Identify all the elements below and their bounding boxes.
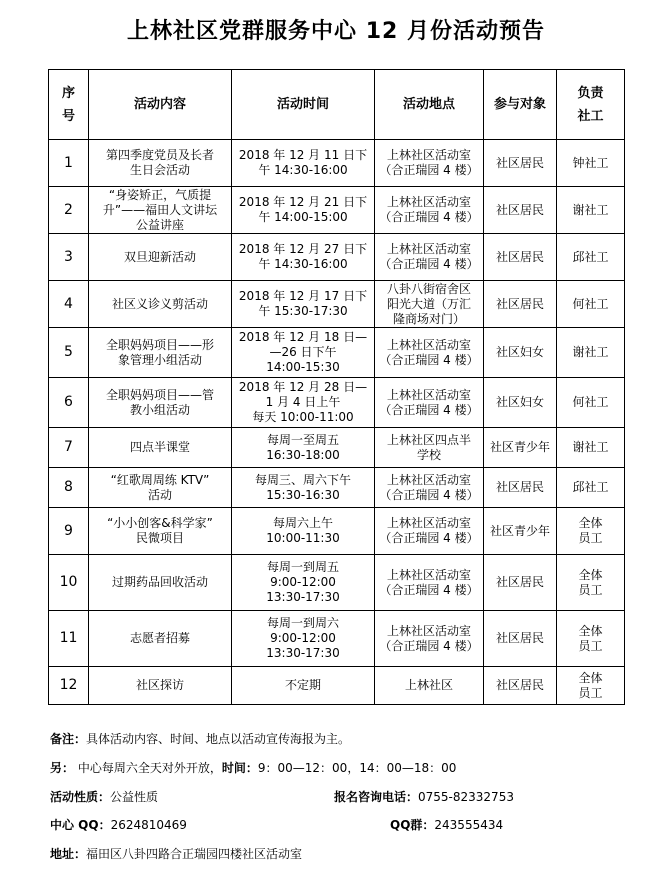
remark-line: 备注：具体活动内容、时间、地点以活动宣传海报为主。 bbox=[50, 732, 351, 746]
table-row bbox=[49, 428, 625, 468]
cell-no: 3 bbox=[49, 234, 89, 281]
cell-staff: 全体 员工 bbox=[557, 555, 625, 611]
cell-content: “红歌周周练 KTV” 活动 bbox=[89, 468, 232, 508]
table-row bbox=[49, 234, 625, 281]
cell-content: 过期药品回收活动 bbox=[89, 555, 232, 611]
cell-staff: 钟社工 bbox=[557, 140, 625, 187]
table-row bbox=[49, 378, 625, 428]
cell-no: 10 bbox=[49, 555, 89, 611]
cell-content: 社区义诊义剪活动 bbox=[89, 281, 232, 328]
table-row bbox=[49, 187, 625, 234]
cell-time: 不定期 bbox=[232, 667, 375, 705]
cell-place: 上林社区活动室 （合正瑞园 4 楼） bbox=[375, 140, 484, 187]
cell-staff: 邱社工 bbox=[557, 468, 625, 508]
cell-target: 社区居民 bbox=[484, 281, 557, 328]
cell-target: 社区居民 bbox=[484, 667, 557, 705]
cell-content: 第四季度党员及长者 生日会活动 bbox=[89, 140, 232, 187]
cell-place: 上林社区四点半 学校 bbox=[375, 428, 484, 468]
table-row bbox=[49, 667, 625, 705]
cell-time: 2018 年 12 月 28 日— 1 月 4 日上午 每天 10:00-11:00 bbox=[232, 378, 375, 428]
header-staff: 负责 社工 bbox=[557, 70, 625, 140]
cell-staff: 全体 员工 bbox=[557, 611, 625, 667]
cell-time: 每周一至周五 16:30-18:00 bbox=[232, 428, 375, 468]
cell-staff: 全体 员工 bbox=[557, 667, 625, 705]
activity-table bbox=[48, 69, 625, 705]
cell-content: 全职妈妈项目——形 象管理小组活动 bbox=[89, 328, 232, 378]
cell-content: 四点半课堂 bbox=[89, 428, 232, 468]
cell-target: 社区妇女 bbox=[484, 378, 557, 428]
cell-time: 2018 年 12 月 27 日下 午 14:30-16:00 bbox=[232, 234, 375, 281]
cell-place: 上林社区活动室 （合正瑞园 4 楼） bbox=[375, 187, 484, 234]
cell-target: 社区居民 bbox=[484, 140, 557, 187]
cell-place: 上林社区活动室 （合正瑞园 4 楼） bbox=[375, 555, 484, 611]
phone-line: 报名咨询电话：0755-82332753 bbox=[334, 790, 514, 804]
cell-place: 上林社区活动室 （合正瑞园 4 楼） bbox=[375, 508, 484, 555]
cell-time: 2018 年 12 月 18 日— —26 日下午 14:00-15:30 bbox=[232, 328, 375, 378]
cell-time: 2018 年 12 月 17 日下 午 15:30-17:30 bbox=[232, 281, 375, 328]
cell-target: 社区居民 bbox=[484, 234, 557, 281]
cell-no: 8 bbox=[49, 468, 89, 508]
cell-staff: 谢社工 bbox=[557, 328, 625, 378]
cell-time: 2018 年 12 月 21 日下 午 14:00-15:00 bbox=[232, 187, 375, 234]
cell-target: 社区居民 bbox=[484, 611, 557, 667]
cell-content: “身姿矫正，气质提 升”——福田人文讲坛 公益讲座 bbox=[89, 187, 232, 234]
open-line: 另： 中心每周六全天对外开放，时间：9：00—12：00，14：00—18：00 bbox=[50, 761, 457, 775]
cell-no: 9 bbox=[49, 508, 89, 555]
cell-target: 社区妇女 bbox=[484, 328, 557, 378]
cell-target: 社区居民 bbox=[484, 555, 557, 611]
address-line: 地址：福田区八卦四路合正瑞园四楼社区活动室 bbox=[50, 847, 303, 861]
table-row bbox=[49, 281, 625, 328]
cell-no: 11 bbox=[49, 611, 89, 667]
header-no: 序 号 bbox=[49, 70, 89, 140]
cell-content: 志愿者招募 bbox=[89, 611, 232, 667]
header-target: 参与对象 bbox=[484, 70, 557, 140]
table-row bbox=[49, 508, 625, 555]
table-row bbox=[49, 468, 625, 508]
cell-time: 每周一到周五 9:00-12:00 13:30-17:30 bbox=[232, 555, 375, 611]
cell-time: 每周一到周六 9:00-12:00 13:30-17:30 bbox=[232, 611, 375, 667]
cell-time: 2018 年 12 月 11 日下 午 14:30-16:00 bbox=[232, 140, 375, 187]
cell-content: 全职妈妈项目——管 教小组活动 bbox=[89, 378, 232, 428]
cell-no: 4 bbox=[49, 281, 89, 328]
page-title: 上林社区党群服务中心 12 月份活动预告 bbox=[127, 19, 545, 44]
table-row bbox=[49, 555, 625, 611]
cell-place: 八卦八街宿舍区 阳光大道（万汇 隆商场对门） bbox=[375, 281, 484, 328]
cell-staff: 何社工 bbox=[557, 378, 625, 428]
cell-content: 社区探访 bbox=[89, 667, 232, 705]
header-place: 活动地点 bbox=[375, 70, 484, 140]
cell-no: 2 bbox=[49, 187, 89, 234]
cell-target: 社区居民 bbox=[484, 187, 557, 234]
cell-content: 双旦迎新活动 bbox=[89, 234, 232, 281]
qq-line: 中心 QQ：2624810469 bbox=[50, 818, 187, 832]
cell-place: 上林社区活动室 （合正瑞园 4 楼） bbox=[375, 611, 484, 667]
cell-place: 上林社区活动室 （合正瑞园 4 楼） bbox=[375, 468, 484, 508]
cell-staff: 邱社工 bbox=[557, 234, 625, 281]
nature-line: 活动性质：公益性质 bbox=[50, 790, 159, 804]
cell-target: 社区青少年 bbox=[484, 428, 557, 468]
cell-staff: 全体 员工 bbox=[557, 508, 625, 555]
cell-staff: 谢社工 bbox=[557, 428, 625, 468]
cell-target: 社区居民 bbox=[484, 468, 557, 508]
cell-time: 每周六上午 10:00-11:30 bbox=[232, 508, 375, 555]
table-row bbox=[49, 611, 625, 667]
cell-place: 上林社区活动室 （合正瑞园 4 楼） bbox=[375, 378, 484, 428]
header-time: 活动时间 bbox=[232, 70, 375, 140]
cell-staff: 何社工 bbox=[557, 281, 625, 328]
cell-no: 1 bbox=[49, 140, 89, 187]
cell-time: 每周三、周六下午 15:30-16:30 bbox=[232, 468, 375, 508]
cell-target: 社区青少年 bbox=[484, 508, 557, 555]
table-row bbox=[49, 328, 625, 378]
table-row bbox=[49, 140, 625, 187]
cell-content: “小小创客&科学家” 民微项目 bbox=[89, 508, 232, 555]
cell-place: 上林社区 bbox=[375, 667, 484, 705]
cell-no: 6 bbox=[49, 378, 89, 428]
table-header-row bbox=[49, 70, 625, 140]
header-content: 活动内容 bbox=[89, 70, 232, 140]
cell-staff: 谢社工 bbox=[557, 187, 625, 234]
cell-place: 上林社区活动室 （合正瑞园 4 楼） bbox=[375, 234, 484, 281]
cell-place: 上林社区活动室 （合正瑞园 4 楼） bbox=[375, 328, 484, 378]
cell-no: 5 bbox=[49, 328, 89, 378]
cell-no: 12 bbox=[49, 667, 89, 705]
cell-no: 7 bbox=[49, 428, 89, 468]
qqgroup-line: QQ群：243555434 bbox=[390, 818, 504, 832]
